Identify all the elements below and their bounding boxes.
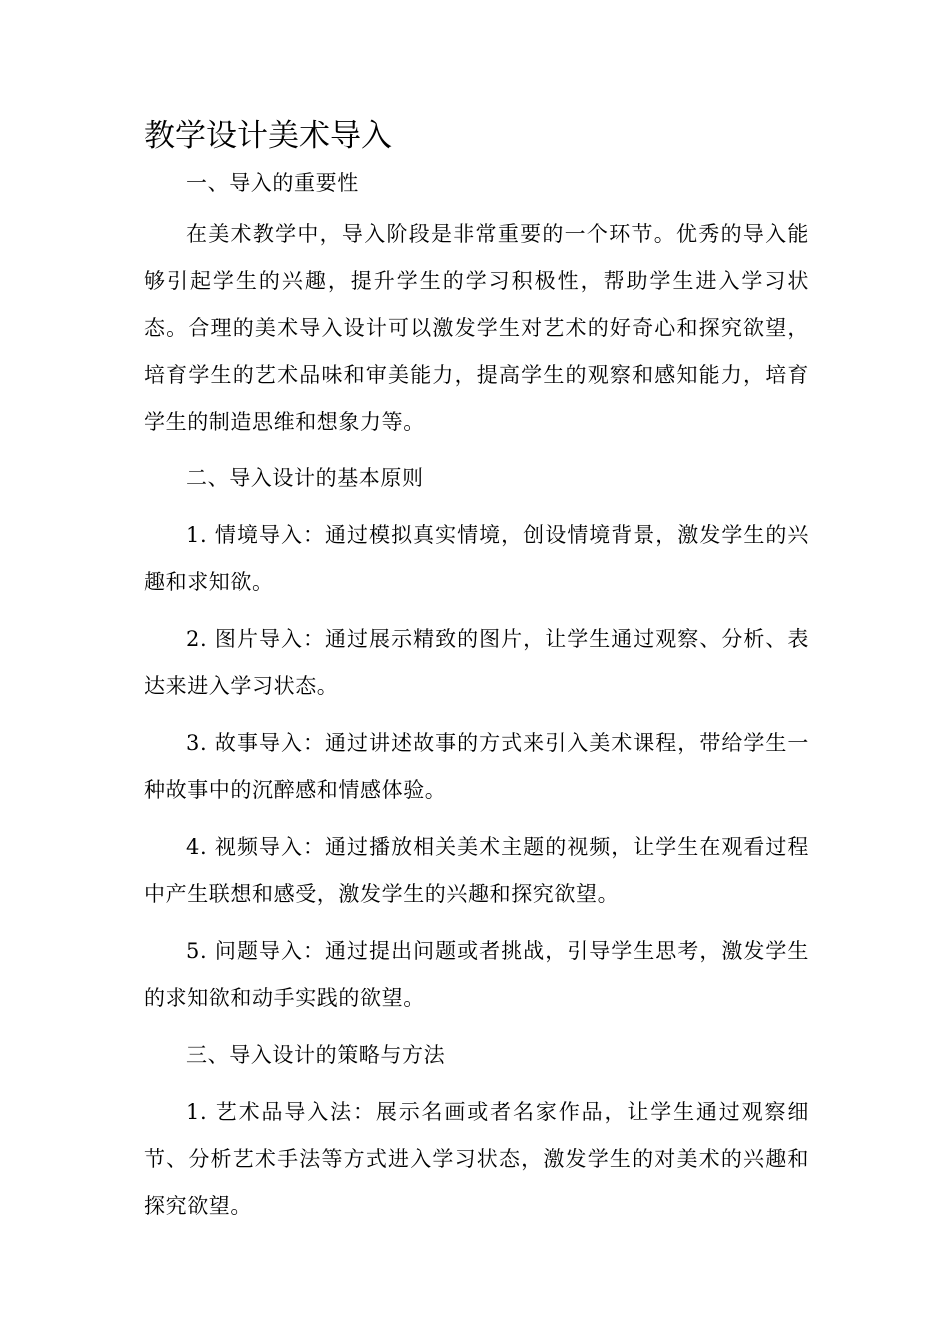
- section-heading-principles: 二、导入设计的基本原则: [186, 466, 424, 490]
- principle-item-picture: 2. 图片导入：通过展示精致的图片，让学生通过观察、分析、表达来进入学习状态。: [144, 627, 809, 698]
- principle-item-story: 3. 故事导入：通过讲述故事的方式来引入美术课程，带给学生一种故事中的沉醉感和情感体验。: [144, 731, 809, 802]
- principle-item-video: 4. 视频导入：通过播放相关美术主题的视频，让学生在观看过程中产生联想和感受，激发学生的兴趣和探究欲望。: [144, 835, 809, 906]
- principle-item-question: 5. 问题导入：通过提出问题或者挑战，引导学生思考，激发学生的求知欲和动手实践的欲望。: [144, 939, 809, 1010]
- document-body: [144, 112, 809, 1230]
- principle-item-situation: 1. 情境导入：通过模拟真实情境，创设情境背景，激发学生的兴趣和求知欲。: [144, 523, 809, 594]
- strategy-item-artwork: 1. 艺术品导入法：展示名画或者名家作品，让学生通过观察细节、分析艺术手法等方式进入学习状态，激发学生的对美术的兴趣和探究欲望。: [144, 1100, 809, 1218]
- document-title: 教学设计美术导入: [144, 118, 392, 154]
- section-heading-importance: 一、导入的重要性: [186, 171, 359, 195]
- section-heading-strategies: 三、导入设计的策略与方法: [186, 1043, 446, 1067]
- importance-paragraph: 在美术教学中，导入阶段是非常重要的一个环节。优秀的导入能够引起学生的兴趣，提升学生的学习积极性，帮助学生进入学习状态。合理的美术导入设计可以激发学生对艺术的好奇心和探究欲望，培育学生的艺术品味和审美能力，提高学生的观察和感知能力，培育学生的制造思维和想象力等。: [144, 222, 809, 434]
